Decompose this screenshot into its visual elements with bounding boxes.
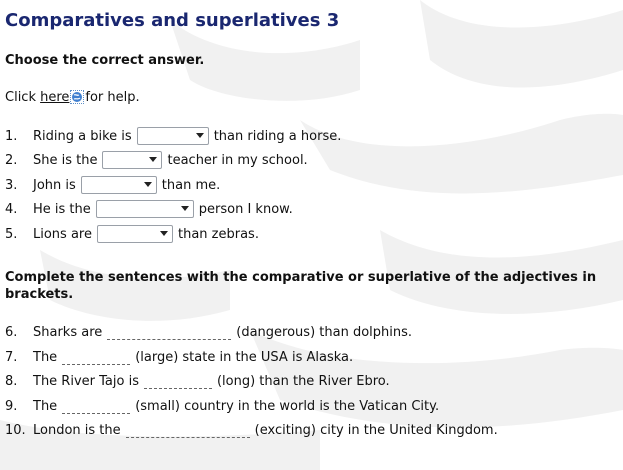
question-text-before: The — [33, 398, 58, 414]
question-text-after: (small) country in the world is the Vatican City. — [135, 398, 440, 414]
question-row-7 — [5, 347, 353, 367]
question-number: 10. — [5, 422, 26, 438]
chevron-down-icon — [149, 157, 157, 162]
answer-input-10[interactable] — [126, 423, 250, 438]
question-number: 2. — [5, 152, 18, 168]
chevron-down-icon — [196, 133, 204, 138]
question-row-2 — [5, 150, 308, 170]
question-row-10 — [5, 420, 498, 440]
question-number: 1. — [5, 128, 18, 144]
question-row-9 — [5, 396, 439, 416]
question-row-3 — [5, 175, 220, 195]
question-row-4 — [5, 199, 293, 219]
question-text-after: than riding a horse. — [213, 128, 342, 144]
question-text-after: (exciting) city in the United Kingdom. — [254, 422, 498, 438]
question-row-8 — [5, 371, 390, 391]
question-text-after: (large) state in the USA is Alaska. — [135, 349, 354, 365]
section1-instruction: Choose the correct answer. — [5, 53, 205, 68]
question-number: 9. — [5, 398, 18, 414]
question-number: 5. — [5, 226, 18, 242]
question-text-before: He is the — [33, 201, 91, 217]
question-number: 8. — [5, 373, 18, 389]
help-prefix: Click — [5, 90, 41, 105]
help-suffix: for help. — [85, 90, 140, 105]
question-text-before: Sharks are — [33, 324, 103, 340]
answer-input-9[interactable] — [62, 399, 130, 414]
chevron-down-icon — [144, 182, 152, 187]
question-number: 7. — [5, 349, 18, 365]
question-text-after: teacher in my school. — [167, 152, 308, 168]
answer-input-6[interactable] — [107, 325, 231, 340]
help-line — [5, 90, 140, 105]
question-text-before: Lions are — [33, 226, 92, 242]
section2-instruction-line2: brackets. — [5, 287, 74, 302]
question-text-after: (dangerous) than dolphins. — [236, 324, 413, 340]
chevron-down-icon — [160, 231, 168, 236]
globe-icon[interactable] — [70, 90, 84, 104]
answer-dropdown-1[interactable] — [137, 127, 209, 145]
help-link[interactable]: here — [40, 90, 70, 105]
question-row-5 — [5, 224, 259, 244]
question-text-before: London is the — [33, 422, 121, 438]
question-text-before: The River Tajo is — [33, 373, 139, 389]
section2-instruction-line1: Complete the sentences with the comparative or superlative of the adjectives in — [5, 270, 597, 285]
question-number: 6. — [5, 324, 18, 340]
page-title: Comparatives and superlatives 3 — [5, 10, 340, 31]
question-number: 3. — [5, 177, 18, 193]
question-text-after: than zebras. — [177, 226, 259, 242]
answer-input-7[interactable] — [62, 350, 130, 365]
question-text-before: The — [33, 349, 58, 365]
chevron-down-icon — [181, 206, 189, 211]
question-text-before: She is the — [33, 152, 98, 168]
question-text-before: Riding a bike is — [33, 128, 132, 144]
question-number: 4. — [5, 201, 18, 217]
answer-dropdown-2[interactable] — [102, 151, 162, 169]
answer-dropdown-3[interactable] — [81, 176, 157, 194]
question-row-6 — [5, 322, 412, 342]
question-text-after: (long) than the River Ebro. — [216, 373, 390, 389]
question-text-before: John is — [33, 177, 76, 193]
question-row-1 — [5, 126, 341, 146]
question-text-after: than me. — [161, 177, 221, 193]
question-text-after: person I know. — [198, 201, 293, 217]
answer-input-8[interactable] — [144, 374, 212, 389]
answer-dropdown-4[interactable] — [96, 200, 194, 218]
answer-dropdown-5[interactable] — [97, 225, 173, 243]
